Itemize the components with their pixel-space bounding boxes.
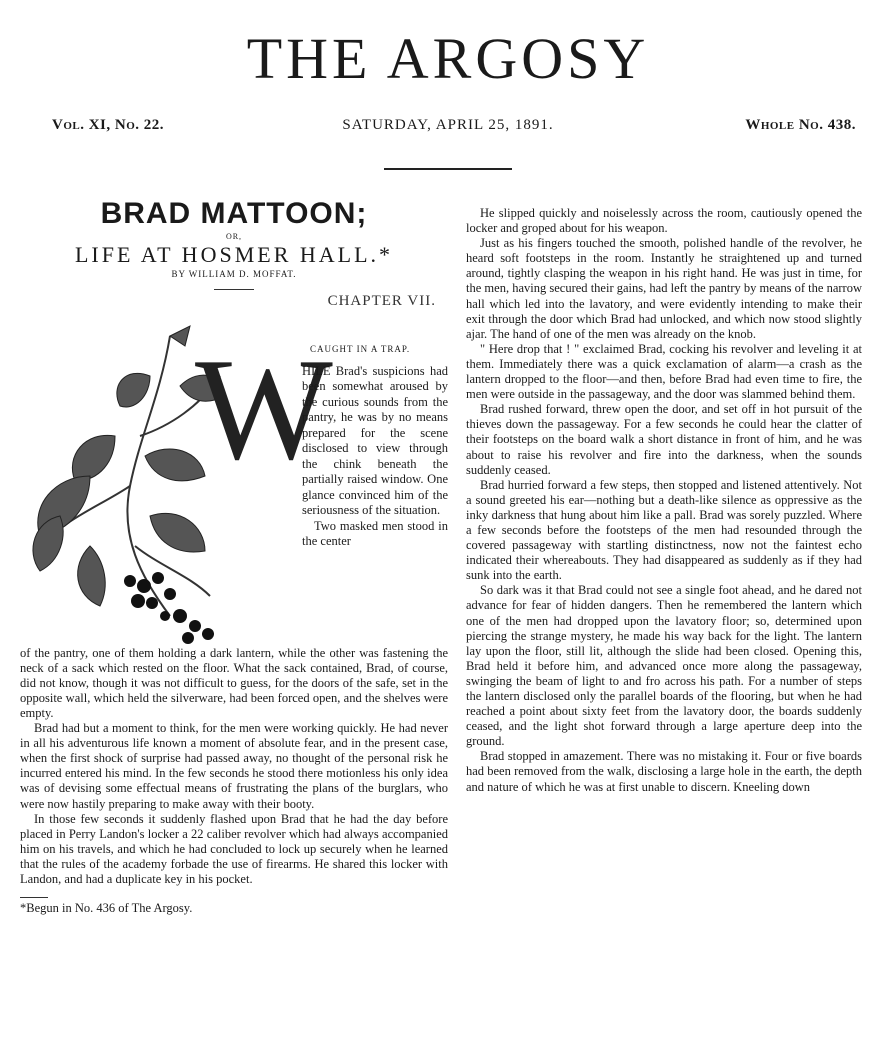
footnote: *Begun in No. 436 of The Argosy. [20,901,193,916]
paragraph: Brad had but a moment to think, for the men were working quickly. He had never in all his adventurous life known a moment of absolute fear, and in the present case, when the first shock of surprise had passed away, no thought of the personal risk he incurred entered his mind. In the few seconds he stood there motionless his only idea was of devising some effectual means of frustrating the plans of the burglars, who were now hastily preparing to make away with their booty. [20,721,448,811]
right-column [466,206,862,795]
paragraph: Brad stopped in amazement. There was no mistaking it. Four or five boards had been removed from the walk, disclosing a large hole in the earth, the depth and nature of which he was at first unable to discern. Kneeling down [466,749,862,794]
paragraph: " Here drop that ! " exclaimed Brad, cocking his revolver and leveling it at them. Immediately there was a quick exclamation of alarm—a crash as the lantern dropped to the floor—and then, before Brad had even time to fire, the men were outside in the passageway, and the door was slammed behind them. [466,341,862,402]
title-or: OR, [225,231,243,241]
header-rule [384,168,512,170]
paragraph: Brad hurried forward a few steps, then stopped and listened attentively. Not a sound greeted his ear—nothing but a death-like silence as oppressive as the inky darkness that hung about him like a pall. Brad was sorely puzzled. Where a few seconds before the footsteps of the men had resounded through the covered passageway with startling distinctness, now not the faintest echo indicated their whereabouts. They had disappeared as suddenly as if they had sunk into the earth. [466,477,862,583]
drop-cap: W [195,327,333,490]
opening-paragraph [302,364,448,550]
footnote-rule [20,897,48,898]
story-subtitle: LIFE AT HOSMER HALL.* [74,241,394,267]
paragraph: So dark was it that Brad could not see a single foot ahead, and he dared not advance for fear of hidden dangers. Then he remembered the lantern which one of the men had dropped upon the lavatory floor; so, determined upon piercing the strange mystery, he made his way back for the light. The lantern lay upon the floor, still lit, although the slide had been closed. Opening this, Brad held it before him, and advanced once more along the passageway, swinging the beam of light to and fro across his path. For a number of steps the lantern disclosed only the parallel boards of the flooring, but when he had reached a point about sixty feet from the lavatory door, the boards suddenly ceased, and the light shot forward through a large aperture deep into the ground. [466,583,862,749]
story-title: BRAD MATTOON; [100,197,368,230]
paragraph: He slipped quickly and noiselessly across the room, cautiously opened the locker and groped about for his weapon. [466,206,862,236]
chapter-heading: CHAPTER VII. [327,292,436,309]
section-heading: CAUGHT IN A TRAP. [310,343,411,354]
opening-paragraph-text: HILE Brad's suspicions had been somewhat aroused by the curious sounds from the pantry, he was by no means prepared for the scene disclosed to view through the chink beneath the partially raised window. One glance convinced him of the seriousness of the situation. [302,363,448,518]
left-column [20,198,448,916]
whole-number: Whole No. 438. [745,117,856,133]
paragraph: In those few seconds it suddenly flashed upon Brad that he had the day before placed in Perry Landon's locker a 22 caliber revolver which had always accompanied him on his travels, and which he had concluded to lock up securely when he learned that the rules of the academy forbade the use of firearms. He shared this locker with Landon, and had a duplicate key in his pocket. [20,811,448,886]
title-rule [214,289,254,290]
paragraph: Brad rushed forward, threw open the door, and set off in hot pursuit of the thieves down the passageway. For a few seconds he could hear the clatter of their footsteps on the board walk a short distance in front of him, and he was about to raise his revolver and fire into the darkness, when the sounds suddenly ceased. [466,402,862,477]
paragraph: Just as his fingers touched the smooth, polished handle of the revolver, he heard soft footsteps in the room. Instantly he straightened up and turned around, tightly clasping the weapon in his right hand. He was just in time, for the men, having secured their gains, had left the pantry by means of the narrow hall which led into the lavatory, and were evidently intending to make their exit through the door which Brad had unlocked, and which now stood slightly ajar. The hand of one of the men was already on the knob. [466,236,862,341]
illustration-block [20,314,448,646]
byline: BY WILLIAM D. MOFFAT. [171,268,297,279]
paragraph: of the pantry, one of them holding a dark lantern, while the other was fastening the neck of a sack which rested on the floor. What the sack contained, Brad, of course, did not know, though it was not difficult to guess, for the doors of the safe, set in the opposite wall, which held the silverware, had been forced open, and the shelves were empty. [20,645,448,720]
left-body [20,646,448,917]
volume-number: Vol. XI, No. 22. [52,117,165,133]
dateline [0,117,896,137]
issue-date: SATURDAY, APRIL 25, 1891. [342,117,554,133]
masthead-title: THE ARGOSY [246,26,650,91]
opening-paragraph-tail: Two masked men stood in the center [302,518,448,549]
